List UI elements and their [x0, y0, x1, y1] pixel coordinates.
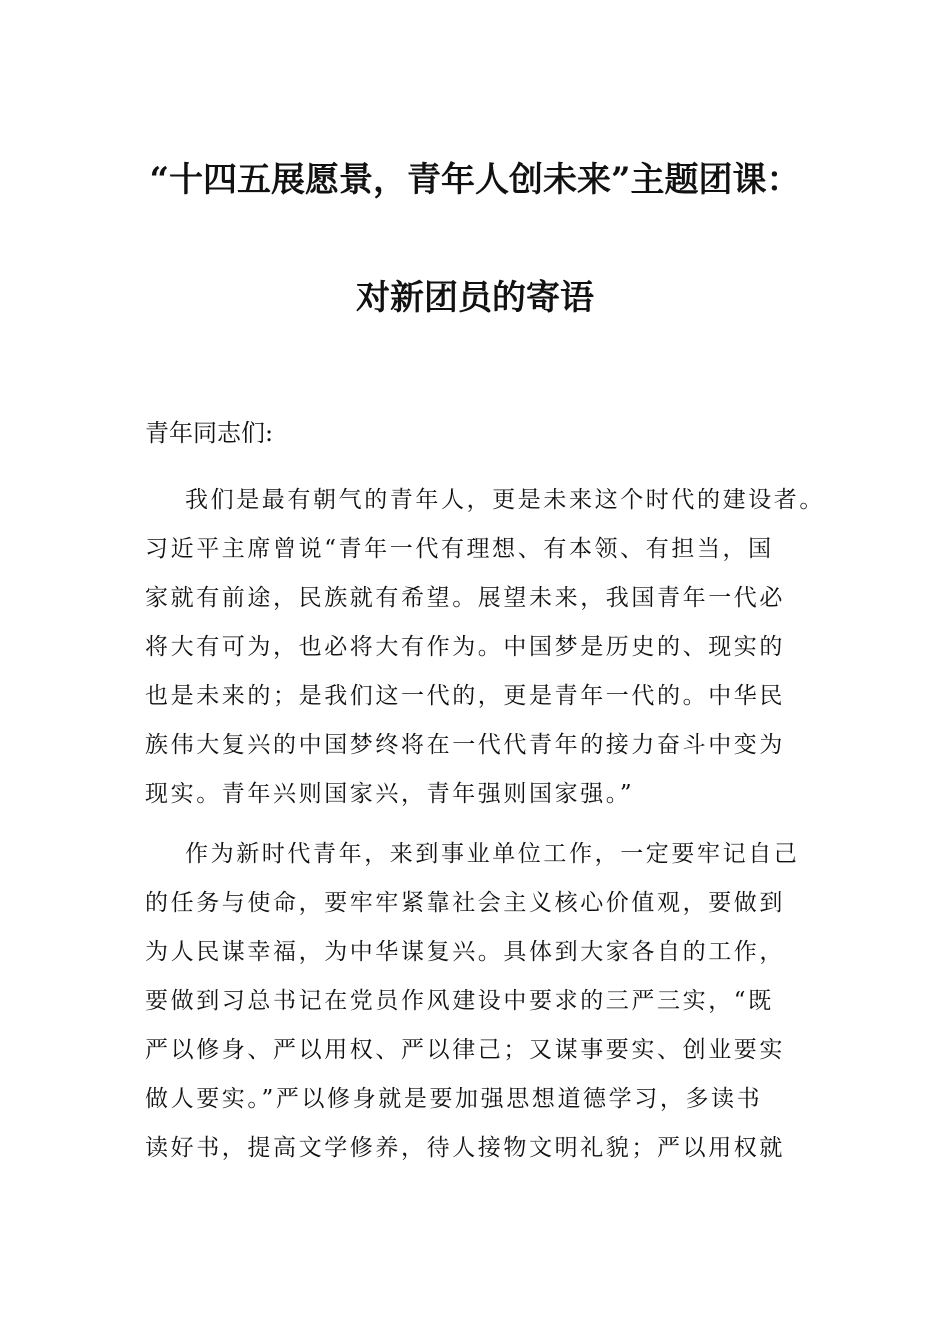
paragraph-line: 作为新时代青年，来到事业单位工作，一定要牢记自己: [185, 841, 800, 867]
paragraph-1: [145, 476, 825, 819]
document-title-line-1: “十四五展愿景，青年人创未来”主题团课：: [149, 160, 801, 200]
document-title-line-2: 对新团员的寄语: [356, 278, 594, 318]
paragraph-line: 为人民谋幸福，为中华谋复兴。具体到大家各自的工作，: [145, 939, 785, 965]
paragraph-line: 习近平主席曾说“青年一代有理想、有本领、有担当，国: [145, 536, 774, 562]
paragraph-line: 也是未来的；是我们这一代的，更是青年一代的。中华民: [145, 683, 785, 709]
paragraph-line: 我们是最有朝气的青年人，更是未来这个时代的建设者。: [185, 487, 825, 513]
paragraph-line: 现实。青年兴则国家兴，青年强则国家强。”: [145, 781, 635, 807]
paragraph-line: 做人要实。”严以修身就是要加强思想道德学习，多读书: [145, 1086, 763, 1112]
paragraph-line: 族伟大复兴的中国梦终将在一代代青年的接力奋斗中变为: [145, 732, 785, 758]
paragraph-line: 家就有前途，民族就有希望。展望未来，我国青年一代必: [145, 585, 785, 611]
paragraph-line: 要做到习总书记在党员作风建设中要求的三严三实，“既: [145, 988, 774, 1014]
paragraph-line: 将大有可为，也必将大有作为。中国梦是历史的、现实的: [145, 634, 785, 660]
paragraph-2: [145, 830, 815, 1173]
paragraph-line: 的任务与使命，要牢牢紧靠社会主义核心价值观，要做到: [145, 890, 785, 916]
paragraph-line: 严以修身、严以用权、严以律己；又谋事要实、创业要实: [145, 1037, 785, 1063]
salutation: 青年同志们:: [145, 419, 274, 447]
paragraph-line: 读好书，提高文学修养，待人接物文明礼貌；严以用权就: [145, 1135, 785, 1161]
